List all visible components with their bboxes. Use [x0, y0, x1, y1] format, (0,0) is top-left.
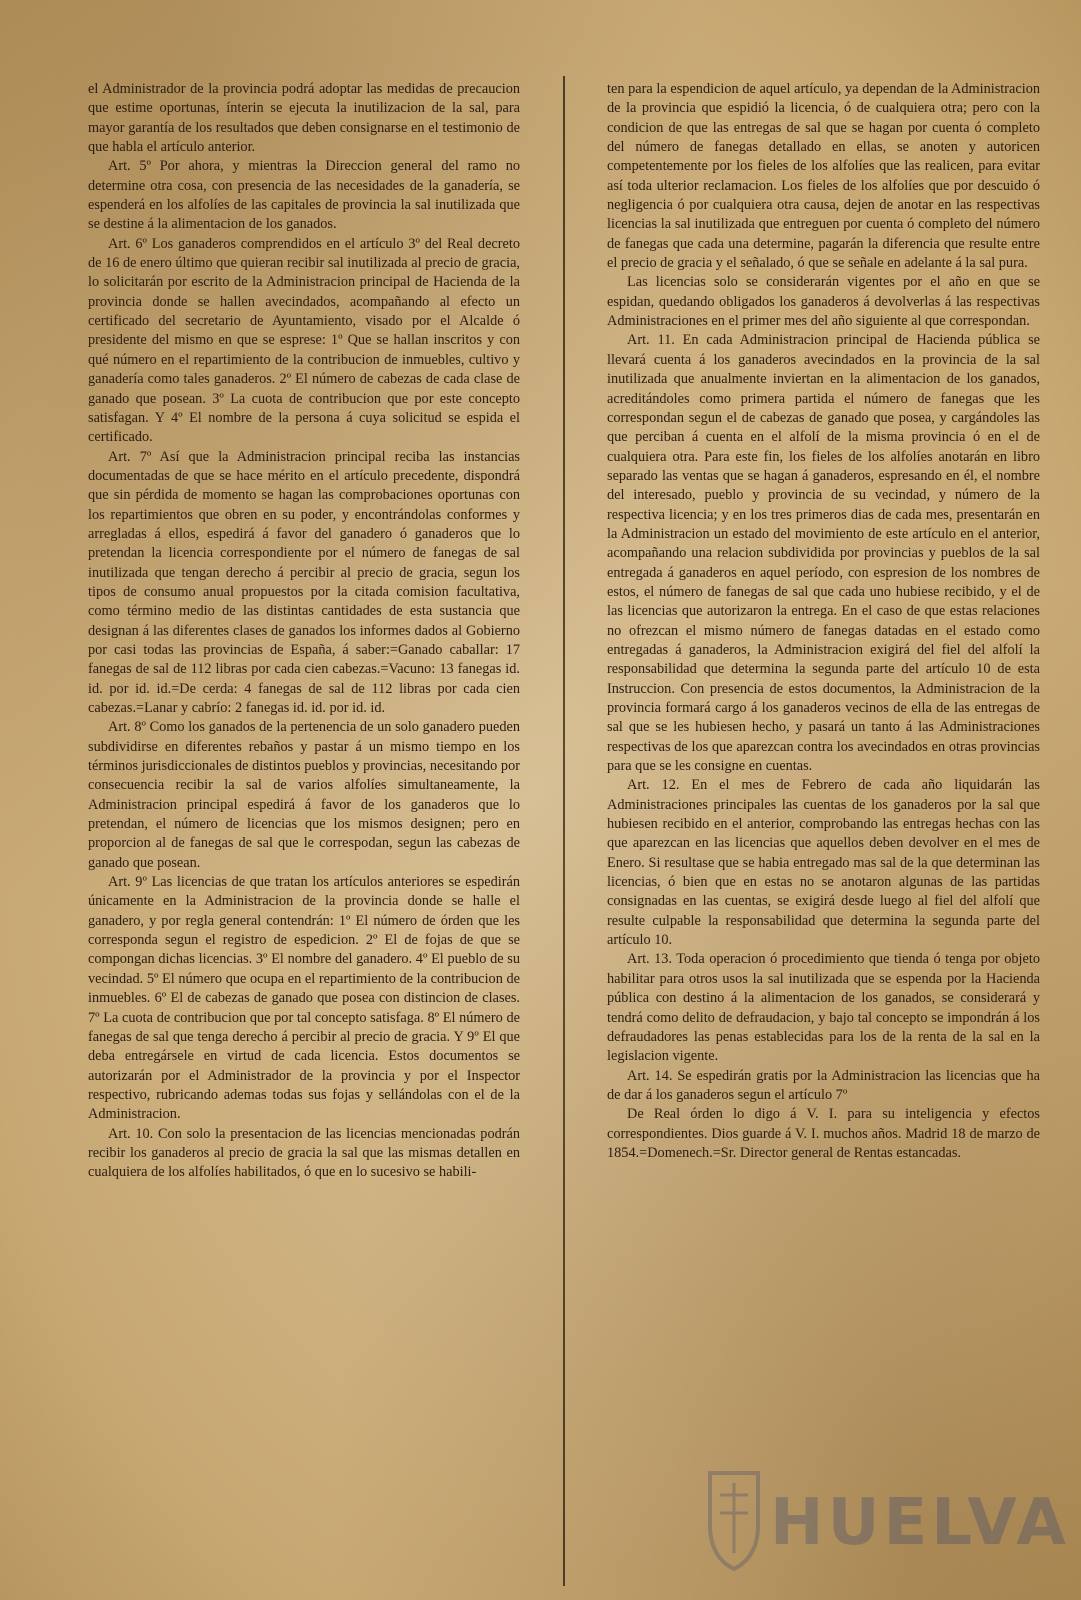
royal-order-closing: De Real órden lo digo á V. I. para su inteligencia y efectos correspondientes. Dios guarde á V. I. muchos años. Madrid 18 de marzo de 1854.=Domenech.=Sr. Director general de Rentas estancadas.	[607, 1106, 1040, 1161]
left-text-column	[88, 80, 520, 1586]
watermark-text: HUELVA	[770, 1486, 1070, 1560]
article-13-paragraph: Art. 13. Toda operacion ó procedimiento que tienda ó tenga por objeto habilitar para otros usos la sal inutilizada que se espenda por la Hacienda pública con destino á la alimentacion de los ganados, se considerará y tendrá como delito de defraudacion, y bajo tal concepto se impondrán á los defraudadores las penas establecidas para los de la renta de la sal en la legislacion vigente.	[607, 951, 1040, 1065]
article-10-continuation: ten para la espendicion de aquel artículo, ya dependan de la Administracion de la provincia que espidió la licencia, ó de cualquiera otra; pero con la condicion de que las entregas de sal que se hagan por cuenta ó completo del número de fanegas detallado en ellas, se anoten y autoricen competentemente por los fieles de los alfolíes que las realicen, para evitar así toda ulterior reclamacion. Los fieles de los alfolíes que por descuido ó negligencia ó por cualquiera otra causa, dejen de anotar en las respectivas licencias la sal inutilizada que entreguen por cuenta ó completo del número de fanegas que cada una determine, pagarán la diferencia que resulte entre el precio de gracia y el señalado, ó que se señale en adelante á la sal pura.	[607, 81, 1040, 272]
article-10-paragraph: Art. 10. Con solo la presentacion de las licencias mencionadas podrán recibir los ganaderos al precio de gracia la sal que las mismas detallen en cualquiera de los alfolíes habilitados, ó que en lo sucesivo se habili-	[88, 1125, 520, 1181]
column-divider	[563, 76, 565, 1586]
licenses-validity-paragraph: Las licencias solo se considerarán vigentes por el año en que se espidan, quedando obligados los ganaderos á devolverlas á las respectivas Administraciones en el primer mes del año siguiente al que correspondan.	[607, 274, 1040, 330]
article-7-paragraph: Art. 7º Así que la Administracion principal reciba las instancias documentadas de que se hace mérito en el artículo precedente, dispondrá que sin pérdida de momento se hagan las comprobaciones oportunas con los repartimientos que obren en su poder, y encontrándolas conformes y arregladas á ellos, espedirá á favor del ganadero ó ganaderos que lo pretendan la licencia correspondiente por el número de fanegas de sal inutilizada que tengan derecho á percibir al precio de gracia, segun los tipos de consumo anual propuestos por la citada comision facultativa, como término medio de las distintas cantidades de esta sustancia que designan á las diferentes clases de ganados los informes dados al Gobierno por casi todas las provincias de España, á saber:=Ganado caballar: 17 fanegas de sal de 112 libras por cada cien cabezas.=Vacuno: 13 fanegas id. id. por id. id.=De cerda: 4 fanegas de sal de 112 libras por cada cien cabezas.=Lanar y cabrío: 2 fanegas id. id. por id. id.	[88, 448, 520, 716]
article-14-paragraph: Art. 14. Se espedirán gratis por la Administracion las licencias que ha de dar á los ganaderos segun el artículo 7º	[607, 1067, 1040, 1103]
paragraph-continuation: el Administrador de la provincia podrá adoptar las medidas de precaucion que estime oportunas, ínterin se ejecuta la inutilizacion de la sal, para mayor garantía de los resultados que deben consignarse en el testimonio de que habla el artículo anterior.	[88, 81, 520, 156]
article-6-paragraph: Art. 6º Los ganaderos comprendidos en el artículo 3º del Real decreto de 16 de enero último que quieran recibir sal inutilizada al precio de gracia, lo solicitarán por escrito de la Administracion principal de Hacienda de la provincia donde se hallen avecindados, acompañando al efecto un certificado del secretario de Ayuntamiento, visado por el Alcalde ó presidente del mismo en que se esprese: 1º Que se hallan inscritos y con qué número en el repartimiento de la contribucion de inmuebles, cultivo y ganadería como tales ganaderos. 2º El número de cabezas de cada clase de ganado que posean. 3º La cuota de contribucion que por este concepto satisfagan. Y 4º El nombre de la persona á cuya solicitud se espida el certificado.	[88, 235, 520, 446]
article-9-paragraph: Art. 9º Las licencias de que tratan los artículos anteriores se espedirán únicamente en la Administracion de la provincia donde se halle el ganadero, y por regla general contendrán: 1º El número de órden que les corresponda segun el registro de espedicion. 2º El de fojas de que se compongan dichas licencias. 3º El nombre del ganadero. 4º El pueblo de su vecindad. 5º El número que ocupa en el repartimiento de la contribucion de inmuebles. 6º El de cabezas de ganado que posea con distincion de clases. 7º La cuota de contribucion que por tal concepto satisfaga. 8º El número de fanegas de sal que tenga derecho á percibir al precio de gracia. Y 9º El que deba entregársele en virtud de cada licencia. Estos documentos se autorizarán por el Administrador de la provincia y por el Inspector respectivo, rubricando ademas todas sus fojas y sellándolas con el de la Administracion.	[88, 874, 520, 1123]
right-text-column	[607, 80, 1040, 1586]
article-5-paragraph: Art. 5º Por ahora, y mientras la Direccion general del ramo no determine otra cosa, con presencia de las necesidades de la ganadería, se espenderá en los alfolíes de las capitales de provincia la sal inutilizada que se destine á la alimentacion de los ganados.	[88, 158, 520, 233]
article-12-paragraph: Art. 12. En el mes de Febrero de cada año liquidarán las Administraciones principales las cuentas de los ganaderos por la sal que hubiesen recibido en el anterior, comprobando las entregas hechas con las que aparezcan en las licencias que aquellos deben devolver en el mes de Enero. Si resultase que se habia entregado mas sal de la que determinan las licencias, ó bien que en estas no se anotaron algunas de las partidas consignadas en las cuentas, se exigirá desde luego al fiel del alfolí que resulte culpable la responsabilidad que determina la segunda parte del artículo 10.	[607, 777, 1040, 949]
article-8-paragraph: Art. 8º Como los ganados de la pertenencia de un solo ganadero pueden subdividirse en diferentes rebaños y pastar á un mismo tiempo en los términos jurisdiccionales de distintos pueblos y provincias, necesitando por consecuencia recibir la sal de varios alfolíes simultaneamente, la Administracion principal espedirá á favor de los ganaderos que lo pretendan, el número de licencias que los mismos designen; pero en proporcion al de fanegas de sal que le correspodan, segun las cabezas de ganado que posean.	[88, 719, 520, 871]
article-11-paragraph: Art. 11. En cada Administracion principal de Hacienda pública se llevará cuenta á los ganaderos avecindados en la provincia de la sal inutilizada que anualmente inviertan en la alimentacion de los ganados, acreditándoles como primera partida el número de fanegas que les correspondan segun el de cabezas de ganado que posea, y cargándoles las que perciban á cuenta en el alfolí de la misma provincia ó en el de cualquiera otra. Para este fin, los fieles de los alfolíes anotarán en libro separado las ventas que se hagan á ganaderos, espresando en él, el nombre del interesado, pueblo y provincia de su vecindad, y número de la respectiva licencia; y en los tres primeros dias de cada mes, presentarán en la Administracion un estado del movimiento de este artículo en el anterior, acompañando una relacion subdividida por provincias y pueblos de la sal entregada á ganaderos en aquel período, con espresion de los nombres de estos, el número de fanegas de sal que cada uno hubiese recibido, y el de las licencias que autorizaron la entrega. En el caso de que estas relaciones no ofrezcan el mismo número de fanegas datadas en el estado como entregadas á ganaderos, la Administracion exigirá del fiel del alfolí la responsabilidad que determina la segunda parte del artículo 10 de esta Instruccion. Con presencia de estos documentos, la Administracion de la provincia formará cargo á los ganaderos vecinos de ella de las entregas de sal que se les hubiesen hecho, y pasará un tanto á las Administraciones respectivas de los que aparezcan contra los avecindados en otras provincias para que se les consigne en cuentas.	[607, 332, 1040, 775]
